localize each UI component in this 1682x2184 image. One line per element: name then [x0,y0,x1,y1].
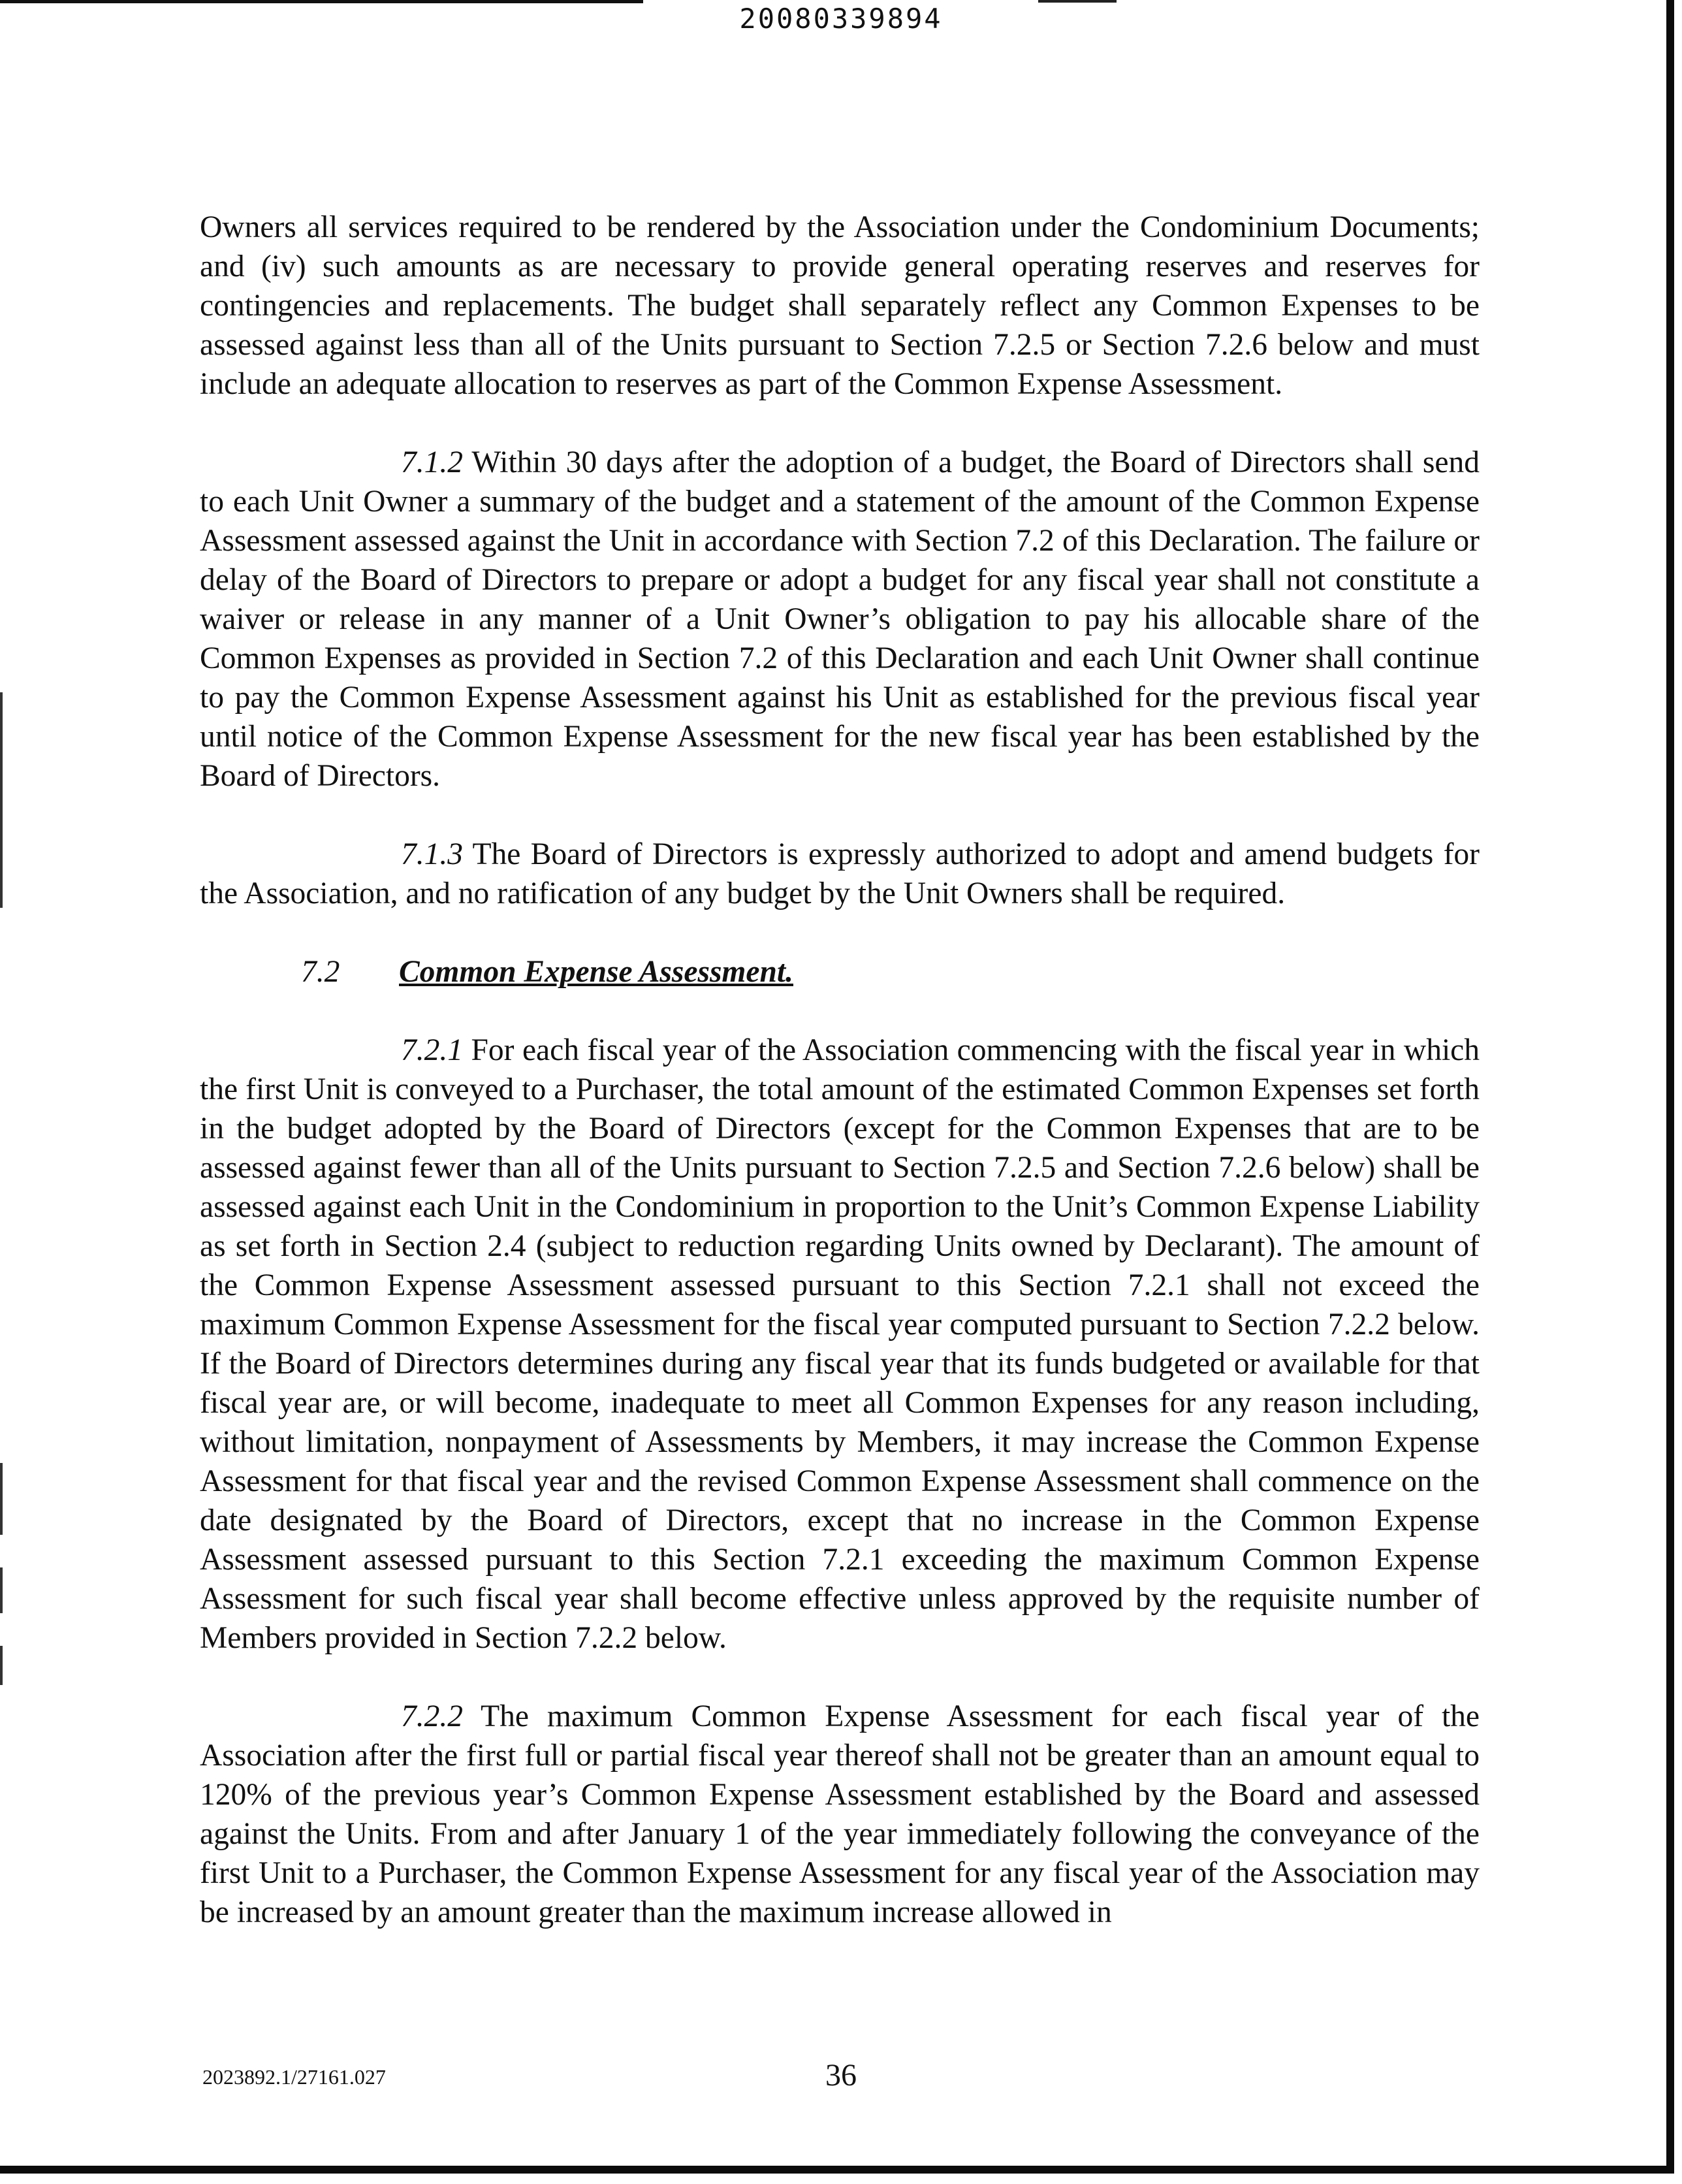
section-heading-title: Common Expense Assessment. [399,955,793,989]
paragraph-text: The Board of Directors is expressly authorized to adopt and amend budgets for the Association, and no ratification of any budget by the Unit Owners shall be required. [200,837,1480,910]
footer-document-code: 2023892.1/27161.027 [202,2065,386,2089]
paragraph-7-2-2 [200,1697,1480,1932]
document-body [200,208,1480,1971]
section-heading-7-2 [200,952,1480,991]
scan-bottom-border [0,2166,1674,2174]
scan-left-edge-mark [0,1646,3,1685]
section-number: 7.1.2 [401,445,463,479]
paragraph-7-1-3 [200,835,1480,913]
paragraph-text: Owners all services required to be rendered by the Association under the Condominium Documents; and (iv) such amounts as are necessary to provide general operating reserves and reserves for contingencies and replacements. The budget shall separately reflect any Common Expenses to be assessed against less than all of the Units pursuant to Section 7.2.5 or Section 7.2.6 below and must include an adequate allocation to reserves as part of the Common Expense Assessment. [200,210,1480,401]
scan-right-border [1666,0,1674,2172]
document-number: 20080339894 [739,3,943,35]
paragraph-continuation [200,208,1480,404]
paragraph-text: For each fiscal year of the Association commencing with the fiscal year in which the first Unit is conveyed to a Purchaser, the total amount of the estimated Common Expenses set forth in the budget adopted by the Board of Directors (except for the Common Expenses that are to be assessed against fewer than all of the Units pursuant to Section 7.2.5 and Section 7.2.6 below) shall be assessed against each Unit in the Condominium in proportion to the Unit’s Common Expense Liability as set forth in Section 2.4 (subject to reduction regarding Units owned by Declarant). The amount of the Common Expense Assessment assessed pursuant to this Section 7.2.1 shall not exceed the maximum Common Expense Assessment for the fiscal year computed pursuant to Section 7.2.2 below. If the Board of Directors determines during any fiscal year that its funds budgeted or available for that fiscal year are, or will become, inadequate to meet all Common Expenses for any reason including, without limitation, nonpayment of Assessments by Members, it may increase the Common Expense Assessment for that fiscal year and the revised Common Expense Assessment shall commence on the date designated by the Board of Directors, except that no increase in the Common Expense Assessment assessed pursuant to this Section 7.2.1 exceeding the maximum Common Expense Assessment for such fiscal year shall become effective unless approved by the requisite number of Members provided in Section 7.2.2 below. [200,1033,1480,1655]
paragraph-7-2-1 [200,1031,1480,1658]
paragraph-text: The maximum Common Expense Assessment for each fiscal year of the Association after the first full or partial fiscal year thereof shall not be greater than an amount equal to 120% of the previous year’s Common Expense Assessment established by the Board and assessed against the Units. From and after January 1 of the year immediately following the conveyance of the first Unit to a Purchaser, the Common Expense Assessment for any fiscal year of the Association may be increased by an amount greater than the maximum increase allowed in [200,1699,1480,1929]
section-number: 7.1.3 [401,837,463,871]
section-number: 7.2.2 [401,1699,463,1733]
paragraph-7-1-2 [200,443,1480,795]
scan-left-edge-mark [0,692,3,908]
scan-left-edge-mark [0,1463,3,1535]
section-heading-number: 7.2 [301,955,340,989]
paragraph-text: Within 30 days after the adoption of a budget, the Board of Directors shall send to each Unit Owner a summary of the budget and a statement of the amount of the Common Expense Assessment assessed against the Unit in accordance with Section 7.2 of this Declaration. The failure or delay of the Board of Directors to prepare or adopt a budget for any fiscal year shall not constitute a waiver or release in any manner of a Unit Owner’s obligation to pay his allocable share of the Common Expenses as provided in Section 7.2 of this Declaration and each Unit Owner shall continue to pay the Common Expense Assessment against his Unit as established for the previous fiscal year until notice of the Common Expense Assessment for the new fiscal year has been established by the Board of Directors. [200,445,1480,793]
scan-left-edge-mark [0,1567,3,1613]
section-number: 7.2.1 [401,1033,463,1067]
page-number: 36 [825,2058,857,2093]
